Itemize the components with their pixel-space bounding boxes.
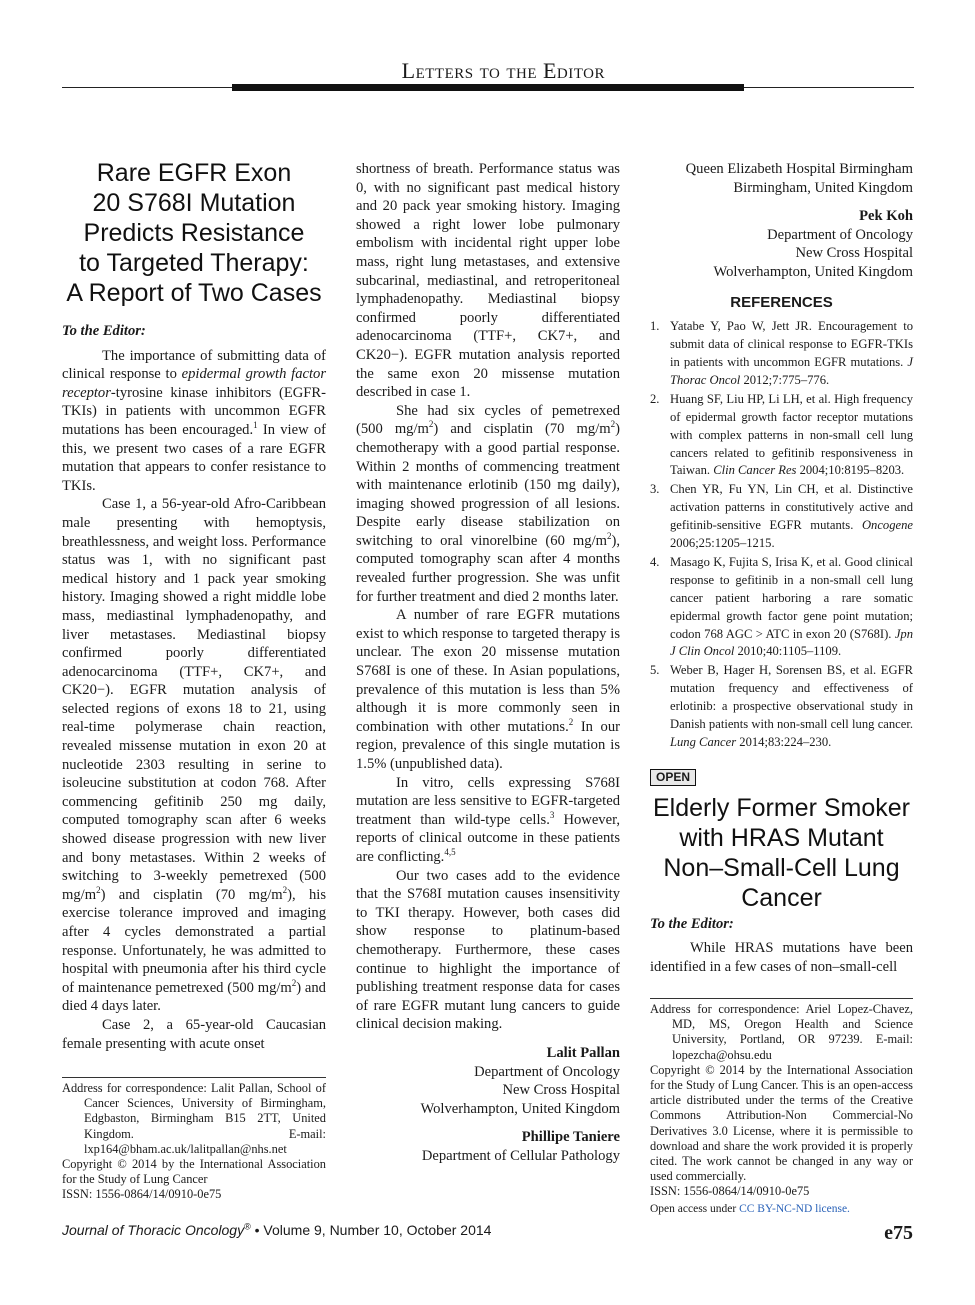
reference-item: 3. Chen YR, Fu YN, Lin CH, et al. Distinctive activation patterns in constitutively active and gefitinib-sensitive EGFR mutants. Oncogene 2006;25:1205–1215. <box>650 482 913 551</box>
column-3 <box>650 160 913 976</box>
paragraph: While HRAS mutations have been identified in a few cases of non–small-cell <box>650 940 913 975</box>
author-signature: Lalit Pallan Department of Oncology New Cross Hospital Wolverhampton, United Kingdom <box>420 1044 620 1117</box>
paragraph: Case 2, a 65-year-old Caucasian female presenting with acute onset <box>62 1016 326 1052</box>
salutation: To the Editor: <box>62 323 146 339</box>
section-header: Letters to the Editor <box>401 58 605 83</box>
references-list <box>650 318 913 752</box>
open-access-badge: OPEN <box>650 769 696 786</box>
reference-item: 5. Weber B, Hager H, Sorensen BS, et al. EGFR mutation frequency and effectiveness of erlotinib: a prospective observational study in Danish patients with non-small cell lung cancer. Lung Cancer 2014;83:224–230. <box>650 663 913 749</box>
author-signature: Phillipe Taniere Department of Cellular Pathology <box>421 1129 620 1164</box>
paragraph: shortness of breath. Performance status was 0, with no significant past medical history and 20 pack year smoking history. Imaging showed a right lower lobe pulmonary embolism with incidental right upper lobe mass, right lung metastases, and extensive subcarinal, mediastinal, and retroperitoneal lymphadenopathy. Mediastinal biopsy confirmed poorly differentiated adenocarcinoma (TTF+, CK7+, and CK20−). EGFR mutation analysis reported the same exon 20 missense mutation described in case 1. <box>356 161 620 401</box>
paragraph: She had six cycles of pemetrexed (500 $mg/m^2$) and cisplatin (70 $mg/m^2$) chemotherapy with a good partial response. Within 2 months of commencing treatment with maintenance erlotinib (150 mg daily), imaging showed progression of all lesions. Despite early disease stabilization on switching to oral vinorelbine (60 $mg/m^2$), computed tomography scan after 4 months revealed further progression. She was unfit for further treatment and died 2 months later. <box>356 402 620 605</box>
footnote-rule <box>650 998 913 999</box>
paragraph: A number of rare EGFR mutations exist to which response to targeted therapy is unclear. The exon 20 missense mutation S768I is one of these. In Asian populations, prevalence of this mutation is less than 5% although it is more commonly seen in combination with other mutations.$^2$ In our region, prevalence of this single mutation is 1.5% (unpublished data). <box>356 607 620 772</box>
footnote-rule <box>62 1077 326 1078</box>
paragraph: Case 1, a 56-year-old Afro-Caribbean male presenting with hemoptysis, breathlessness, and weight loss. Performance status was 1, with no significant past medical history and 1 pack year smoking history. Imaging showed a right middle lobe mass, mediastinal lymphadenopathy, and liver metastases. Mediastinal biopsy confirmed poorly differentiated adenocarcinoma (TTF+, CK7+, and CK20−). EGFR mutation analysis of selected regions of exons 18 to 21, using real-time polymerase chain reaction, revealed missense mutation in exon 20 at nucleotide 2303 resulting in serine to isoleucine substitution at codon 768. After commencing gefitinib 250 mg daily, computed tomography scan after 6 weeks showed disease progression with new liver and bony metastases. Within 2 weeks of switching to 3-weekly pemetrexed (500 $mg/m^2$) and cisplatin (70 $mg/m^2$), his exercise tolerance improved and imaging after 4 cycles demonstrated a partial response. Unfortunately, he was admitted to hospital with pneumonia after his third cycle of maintenance pemetrexed (500 $mg/m^2$) and died 4 days later. <box>62 496 326 1015</box>
reference-item: 2. Huang SF, Liu HP, Li LH, et al. High frequency of epidermal growth factor receptor mutations with complex patterns in non-small cell lung cancers related to gefitinib responsiveness in Taiwan. Clin Cancer Res 2004;10:8195–8203. <box>650 391 913 478</box>
paragraph: The importance of submitting data of clinical response to epidermal growth factor receptor-tyrosine kinase inhibitors (EGFR-TKIs) in patients with uncommon EGFR mutations has been encouraged.$^1$ In view of this, we present two cases of a rare EGFR mutation that appears to confer resistance to TKIs. <box>62 347 326 494</box>
column-2 <box>356 160 620 1165</box>
reference-item: 4. Masago K, Fujita S, Irisa K, et al. Good clinical response to gefitinib in a non-small cell lung cancer patient harboring a rare somatic epidermal growth factor gene point mutation; codon 768 AGC > ATC in exon 20 (S768I). Jpn J Clin Oncol 2010;40:1105–1109. <box>650 554 913 659</box>
license-link[interactable]: CC BY-NC-ND license. <box>739 1202 850 1215</box>
reference-item: 1. Yatabe Y, Pao W, Jett JR. Encouragement to submit data of clinical response to EGFR-TKIs in patients with uncommon EGFR mutations. J Thorac Oncol 2012;7:775–776. <box>650 319 913 387</box>
author-signature: Queen Elizabeth Hospital Birmingham Birmingham, United Kingdom <box>685 161 913 196</box>
footer-journal: Journal of Thoracic Oncology® • Volume 9, Number 10, October 2014 <box>62 1221 492 1238</box>
footnote-2: Address for correspondence: Ariel Lopez-Chavez, MD, MS, Oregon Health and Science University, Portland, OR 97239. E-mail: lopezcha@ohsu.edu Copyright © 2014 by the International Association for the Study of Lung Cancer. This is an open-access article distributed under the terms of the Creative Commons Attribution-Non Commercial-No Derivatives 3.0 License, where it is permissible to download and share the work provided it is properly cited. The work cannot be changed in any way or used commercially. ISSN: 1556-0864/14/0910-0e75 Open access under CC BY-NC-ND license. <box>650 1002 913 1215</box>
references-heading: REFERENCES <box>730 293 833 311</box>
paragraph: In vitro, cells expressing S768I mutation are less sensitive to EGFR-targeted treatment than wild-type cells.$^3$ However, reports of clinical outcome in these patients are conflicting.$^{4,5}$ <box>356 774 621 865</box>
article-title: Elderly Former Smoker with HRAS Mutant Non–Small-Cell Lung Cancer <box>653 793 910 912</box>
article-title: Rare EGFR Exon 20 S768I Mutation Predicts Resistance to Targeted Therapy: A Report of Two Cases <box>66 159 322 307</box>
page-number: e75 <box>884 1222 913 1244</box>
author-signature: Pek Koh Department of Oncology New Cross Hospital Wolverhampton, United Kingdom <box>713 208 913 280</box>
header-rule-thick <box>232 84 744 91</box>
column-1 <box>62 158 326 1053</box>
footnote-1: Address for correspondence: Lalit Pallan, School of Cancer Sciences, University of Birmingham, Edgbaston, Birmingham B15 2TT, United Kingdom. E-mail: lxp164@bham.ac.uk/lalitpallan@nhs.net Copyright © 2014 by the International Association for the Study of Lung Cancer ISSN: 1556-0864/14/0910-0e75 <box>62 1081 326 1202</box>
salutation: To the Editor: <box>650 915 734 932</box>
paragraph: Our two cases add to the evidence that the S768I mutation causes insensitivity to TKI therapy. However, both cases did show response to platinum-based chemotherapy. Furthermore, these cases continue to highlight the importance of publishing treatment response data for cases of rare EGFR mutant lung cancers to guide clinical decision making. <box>356 867 620 1033</box>
